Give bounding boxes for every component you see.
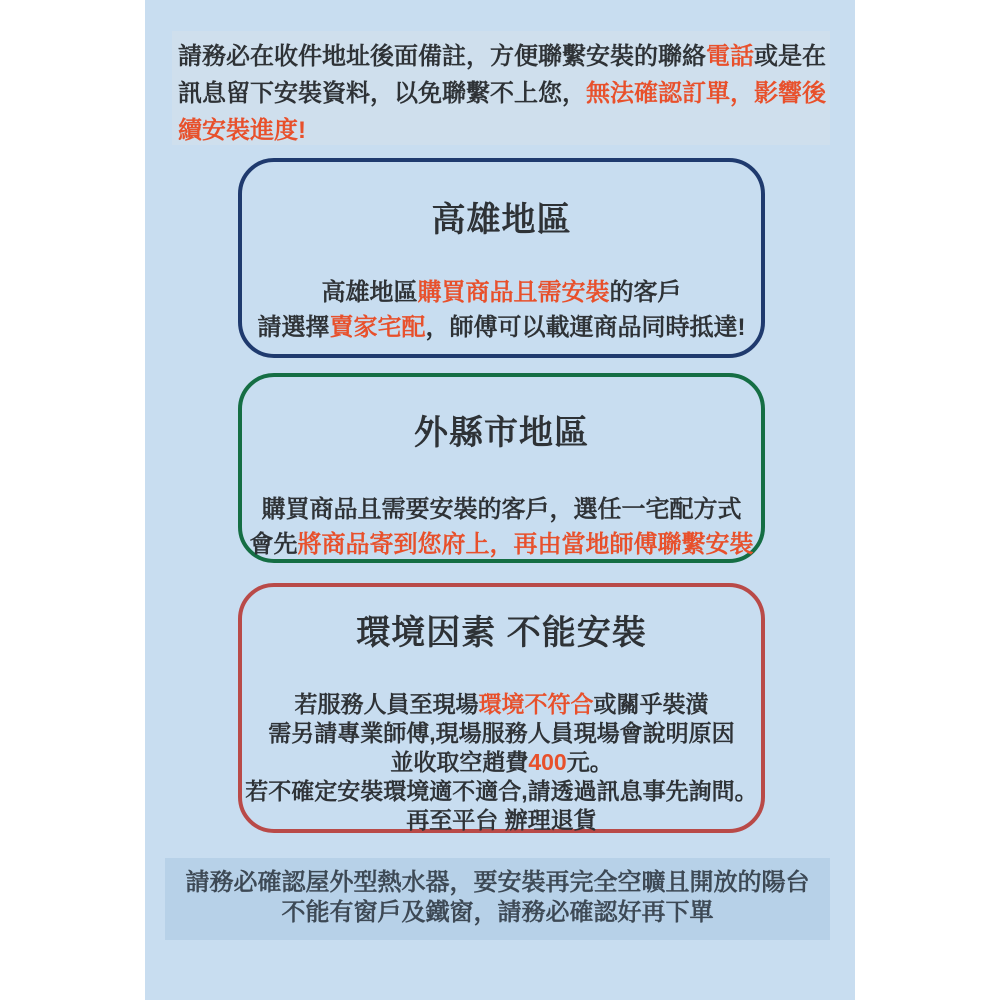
- body-line: [242, 806, 761, 835]
- outer-counties-body: [242, 492, 761, 562]
- notice-poster: [145, 0, 855, 1000]
- environment-restriction-body: [242, 690, 761, 835]
- emphasis-text-segment: 賣家宅配: [329, 314, 426, 341]
- text-segment: 會先: [249, 531, 298, 558]
- text-segment: 若不確定安裝環境適不適合,請透過訊息事先詢問。: [245, 778, 758, 804]
- text-segment: 購買商品且需要安裝的客戶，選任一宅配方式: [261, 496, 742, 523]
- emphasis-text-segment: 電話: [706, 43, 754, 70]
- text-segment: 或關乎裝潢: [593, 691, 709, 717]
- text-segment: 請選擇: [257, 314, 330, 341]
- top-notice-line: [178, 112, 826, 149]
- text-segment: 的客戶: [609, 279, 682, 306]
- text-segment: 訊息留下安裝資料，以免聯繫不上您，: [178, 80, 586, 107]
- top-notice-line: [178, 38, 826, 75]
- body-line: [242, 275, 761, 310]
- emphasis-text-segment: 續安裝進度!: [178, 117, 306, 144]
- emphasis-text-segment: 將商品寄到您府上，再由當地師傅聯繫安裝: [297, 531, 754, 558]
- body-line: [242, 527, 761, 562]
- text-segment: 並收取空趙費: [390, 749, 529, 775]
- emphasis-text-segment: 環境不符合: [478, 691, 594, 717]
- top-notice-line: [178, 75, 826, 112]
- body-line: [242, 719, 761, 748]
- bottom-notice-panel: [165, 858, 830, 940]
- top-notice-panel: [172, 31, 830, 145]
- emphasis-text-segment: 400: [528, 749, 567, 775]
- text-segment: 請務必在收件地址後面備註，方便聯繫安裝的聯絡: [178, 43, 706, 70]
- text-segment: 若服務人員至現場: [294, 691, 479, 717]
- bottom-notice-line: 請務必確認屋外型熱水器，要安裝再完全空曠且開放的陽台: [185, 869, 810, 896]
- kaohsiung-area-title: 高雄地區: [431, 201, 572, 239]
- body-line: [242, 777, 761, 806]
- outer-counties-box: [238, 373, 765, 563]
- body-line: [242, 310, 761, 345]
- environment-restriction-box: [238, 583, 765, 833]
- body-line: [242, 748, 761, 777]
- emphasis-text-segment: 無法確認訂單，影響後: [586, 80, 826, 107]
- text-segment: ，師傅可以載運商品同時抵達!: [425, 314, 746, 341]
- text-segment: 或是在: [754, 43, 826, 70]
- text-segment: 再至平台 辦理退貨: [406, 807, 597, 833]
- text-segment: 高雄地區: [321, 279, 418, 306]
- body-line: [242, 690, 761, 719]
- text-segment: 元。: [566, 749, 613, 775]
- environment-restriction-title: 環境因素 不能安裝: [356, 614, 647, 652]
- kaohsiung-area-box: [238, 158, 765, 358]
- emphasis-text-segment: 購買商品且需安裝: [417, 279, 610, 306]
- kaohsiung-area-body: [242, 275, 761, 345]
- body-line: [242, 492, 761, 527]
- text-segment: 需另請專業師傅,現場服務人員現場會說明原因: [268, 720, 735, 746]
- bottom-notice-line: 不能有窗戶及鐵窗，請務必確認好再下單: [281, 899, 714, 926]
- outer-counties-title: 外縣市地區: [414, 414, 589, 452]
